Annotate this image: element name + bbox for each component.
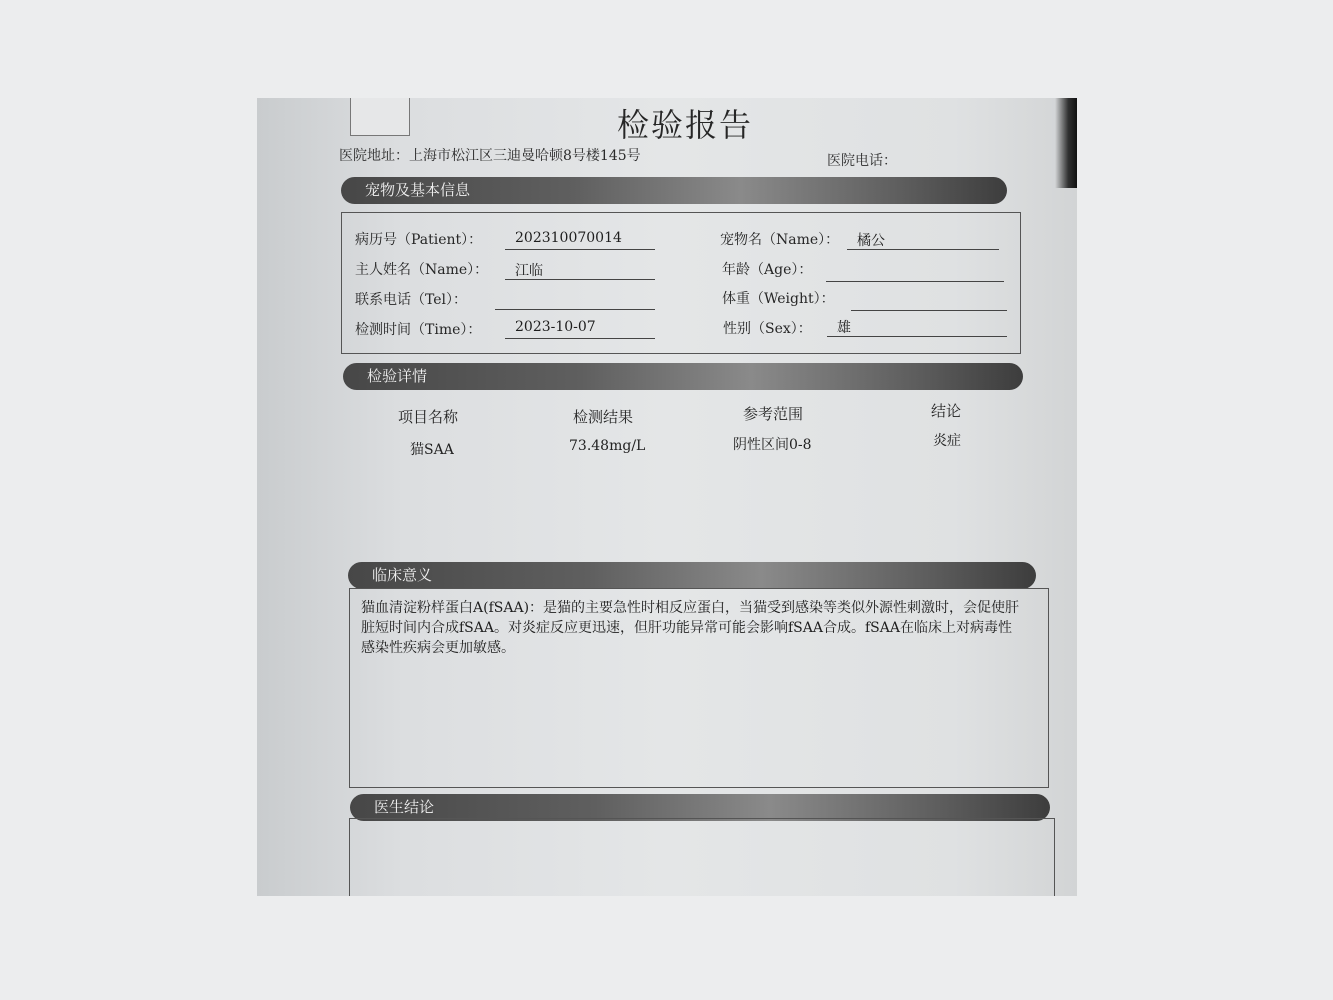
weight-value [851, 291, 1007, 311]
pet-name-value: 橘公 [847, 230, 999, 250]
sex-value: 雄 [827, 317, 1007, 337]
owner-name-value: 江临 [505, 260, 655, 280]
test-time-value: 2023-10-07 [505, 319, 655, 339]
patient-id-label: 病历号（Patient）： [355, 232, 483, 248]
result-cell-value: 73.48mg/L [569, 438, 646, 454]
pet-name-label: 宠物名（Name）： [720, 232, 840, 248]
section-title-clinical: 临床意义 [372, 566, 433, 584]
weight-label: 体重（Weight）： [722, 291, 835, 307]
result-cell-conclusion: 炎症 [933, 433, 961, 449]
report-title: 检验报告 [617, 106, 754, 144]
tel-value [495, 290, 655, 310]
patient-id-value: 202310070014 [505, 230, 655, 250]
section-title-test-details: 检验详情 [367, 367, 428, 385]
doctor-conclusion-frame [349, 818, 1055, 896]
section-band-clinical [348, 562, 1036, 589]
tel-label: 联系电话（Tel）： [355, 292, 468, 308]
owner-name-label: 主人姓名（Name）： [355, 262, 489, 278]
result-cell-item: 猫SAA [410, 442, 454, 458]
sex-label: 性别（Sex）： [723, 321, 812, 337]
section-title-basic-info: 宠物及基本信息 [365, 181, 471, 199]
column-header-conclusion: 结论 [931, 402, 962, 420]
hospital-phone-label: 医院电话： [827, 153, 897, 169]
section-band-doctor-conclusion [350, 794, 1050, 821]
column-header-reference: 参考范围 [743, 405, 804, 423]
section-band-test-details [343, 363, 1023, 390]
result-cell-reference: 阴性区间0-8 [733, 437, 812, 453]
hospital-address: 医院地址：上海市松江区三迪曼哈顿8号楼145号 [339, 148, 641, 164]
page-edge-shadow [1055, 98, 1077, 188]
age-label: 年龄（Age）： [722, 262, 813, 278]
section-band-basic-info [341, 177, 1007, 204]
column-header-item: 项目名称 [398, 408, 459, 426]
section-title-doctor-conclusion: 医生结论 [374, 798, 435, 816]
hospital-logo-box [350, 98, 410, 136]
column-header-result: 检测结果 [573, 408, 634, 426]
test-time-label: 检测时间（Time）： [355, 322, 482, 338]
report-sheet [257, 98, 1077, 896]
clinical-significance-text: 猫血清淀粉样蛋白A(fSAA)：是猫的主要急性时相反应蛋白，当猫受到感染等类似外源性刺激时，会促使肝脏短时间内合成fSAA。对炎症反应更迅速，但肝功能异常可能会影响fSAA合成。fSAA在临床上对病毒性感染性疾病会更加敏感。 [361, 600, 1020, 656]
age-value [826, 262, 1004, 282]
